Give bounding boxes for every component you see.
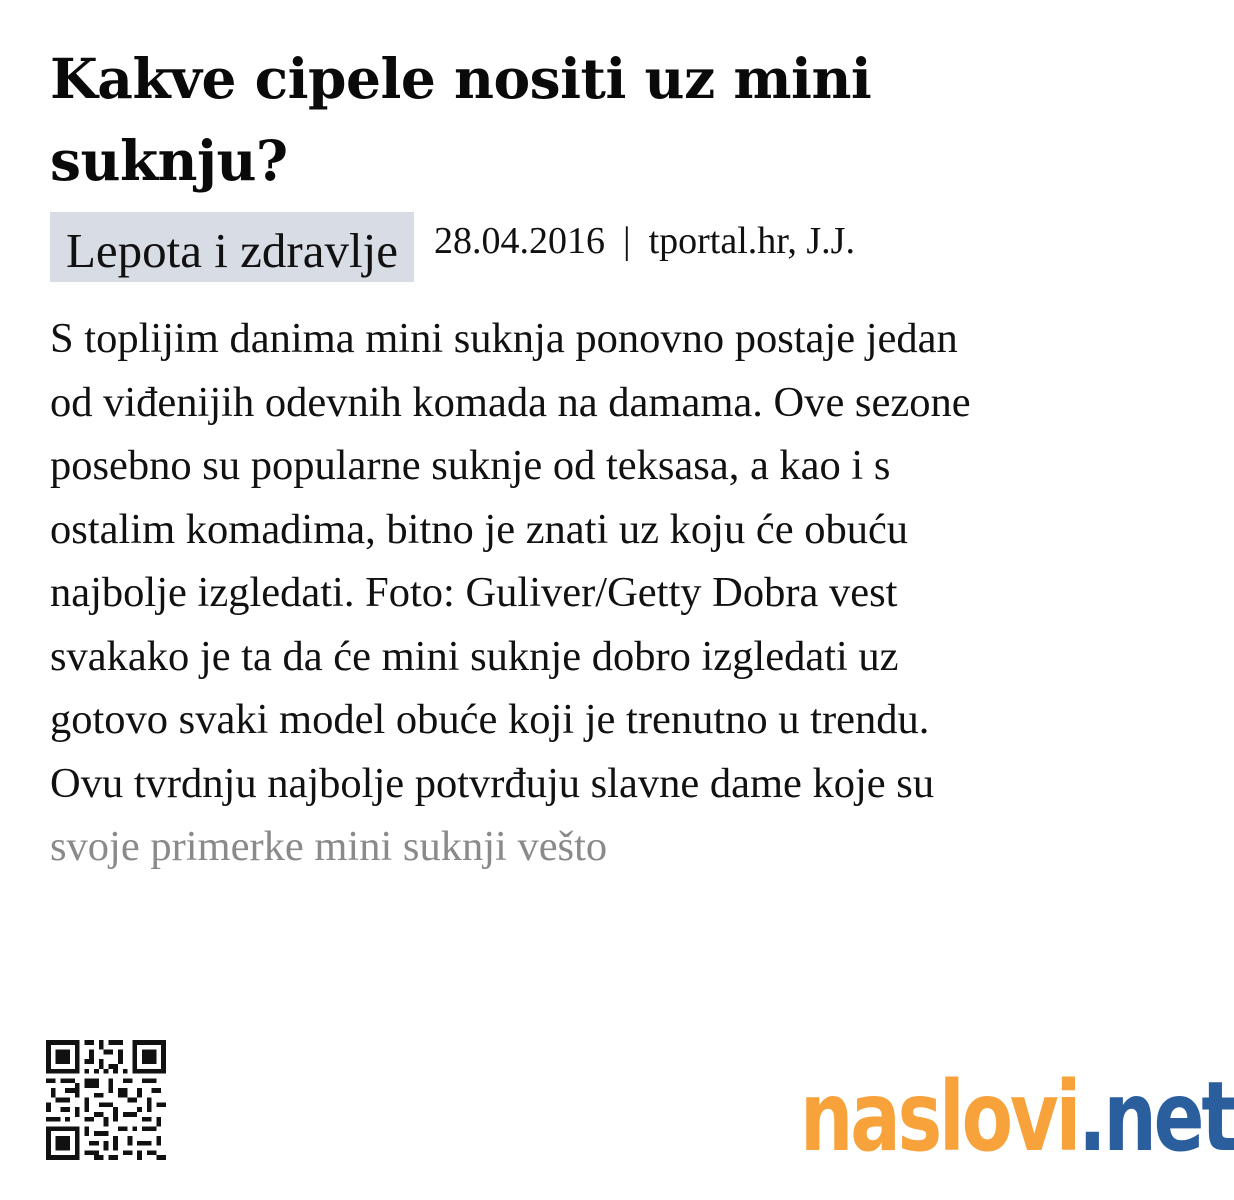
body-line: gotovo svaki model obuće koji je trenutno u trendu. [50,696,930,743]
body-line-faded: svoje primerke mini suknji vešto [50,823,608,870]
body-line: Ovu tvrdnju najbolje potvrđuju slavne dame koje su [50,759,935,807]
naslovi-logo[interactable] [800,1055,1234,1173]
article-title: Kakve cipele nositi uz mini suknju? [50,46,872,193]
category-badge[interactable]: Lepota i zdravlje [50,212,414,282]
logo-text-naslovi: naslovi [800,1061,1079,1173]
article-source: tportal.hr, J.J. [648,220,855,262]
body-line: svakako je ta da će mini suknje dobro izgledati uz [50,632,899,680]
meta-separator: | [622,220,631,262]
body-line: najbolje izgledati. Foto: Guliver/Getty Dobra vest [50,569,898,616]
meta-line [434,219,855,263]
body-line: posebno su popularne suknje od teksasa, a kao i s [50,442,891,489]
article-date: 28.04.2016 [433,220,605,262]
body-line: od viđenijih odevnih komada na damama. Ove sezone [50,378,971,426]
body-line: S toplijim danima mini suknja ponovno postaje jedan [50,315,958,362]
article-body [50,307,1150,879]
qr-code-icon[interactable] [46,1037,166,1163]
article-meta [50,212,855,282]
logo-text-net: .net [1078,1061,1234,1173]
body-line: ostalim komadima, bitno je znati uz koju će obuću [50,505,909,553]
